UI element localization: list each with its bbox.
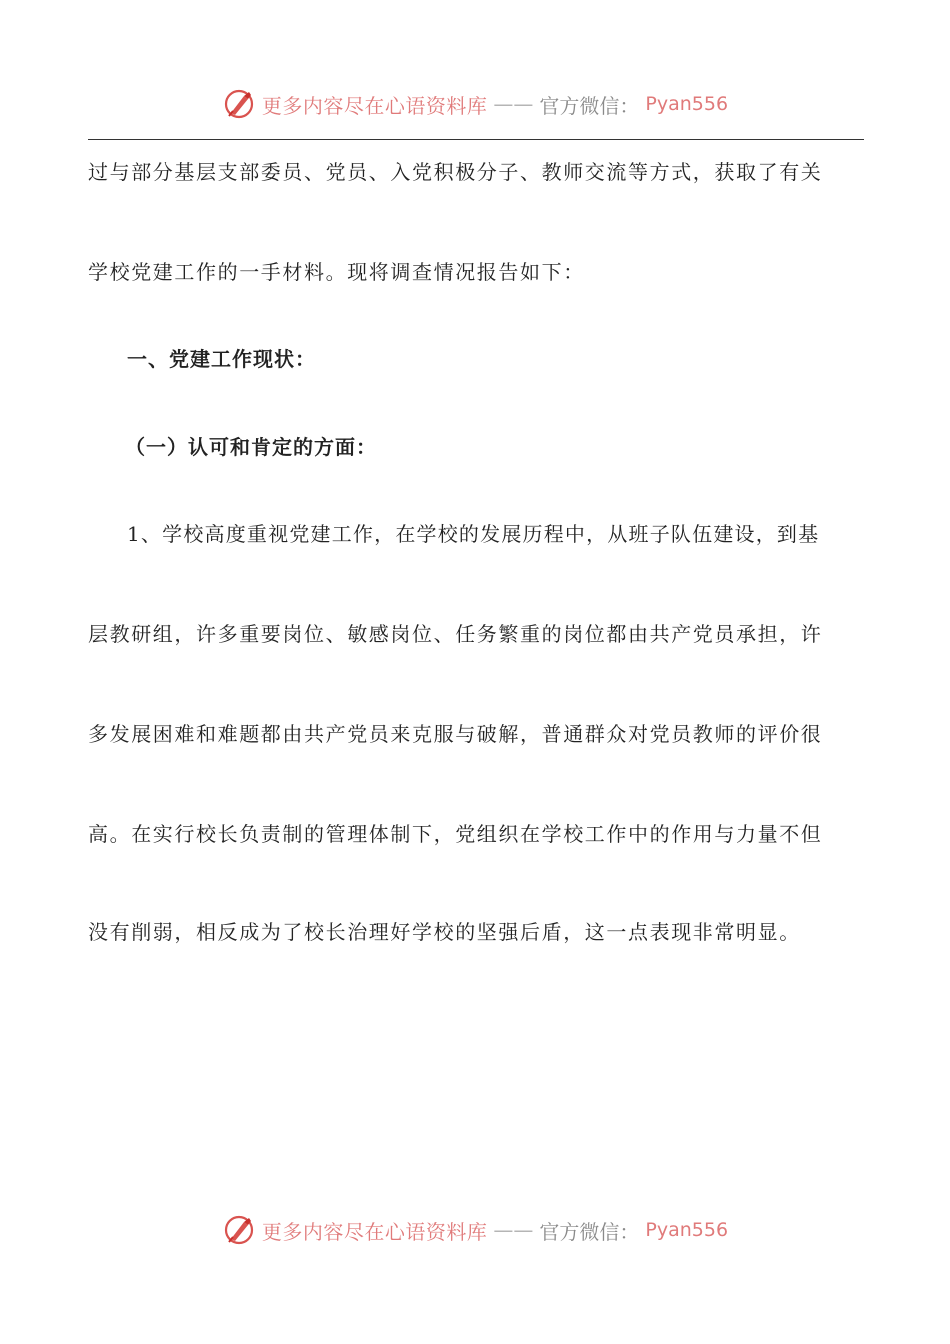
pen-nib-circle-icon [222, 87, 256, 121]
subsection-heading-1: （一）认可和肯定的方面： [125, 435, 377, 459]
watermark-separator: —— [493, 1218, 534, 1242]
paragraph-line-1: 1、学校高度重视党建工作，在学校的发展历程中，从班子队伍建设，到基 [127, 522, 820, 546]
watermark-wechat-id: Pyan556 [645, 93, 729, 115]
body-line-2: 学校党建工作的一手材料。现将调查情况报告如下： [88, 260, 585, 284]
watermark-wechat-id: Pyan556 [645, 1219, 729, 1241]
body-line-1: 过与部分基层支部委员、党员、入党积极分子、教师交流等方式，获取了有关 [88, 160, 823, 184]
paragraph-line-2: 层教研组，许多重要岗位、敏感岗位、任务繁重的岗位都由共产党员承担，许 [88, 622, 823, 646]
header-divider [88, 139, 864, 140]
section-heading-1: 一、党建工作现状： [127, 347, 316, 371]
paragraph-line-3: 多发展困难和难题都由共产党员来克服与破解，普通群众对党员教师的评价很 [88, 722, 823, 746]
paragraph-line-5: 没有削弱，相反成为了校长治理好学校的坚强后盾，这一点表现非常明显。 [88, 920, 801, 944]
watermark-wechat-label: 官方微信： [539, 1219, 640, 1244]
watermark-separator: —— [493, 92, 534, 116]
pen-nib-circle-icon [222, 1213, 256, 1247]
paragraph-line-4: 高。在实行校长负责制的管理体制下，党组织在学校工作中的作用与力量不但 [88, 822, 823, 846]
watermark-brand-text: 更多内容尽在心语资料库 [261, 1219, 488, 1244]
watermark-brand-text: 更多内容尽在心语资料库 [261, 93, 488, 118]
header-watermark [0, 84, 950, 124]
watermark-wechat-label: 官方微信： [539, 93, 640, 118]
footer-watermark [0, 1210, 950, 1250]
